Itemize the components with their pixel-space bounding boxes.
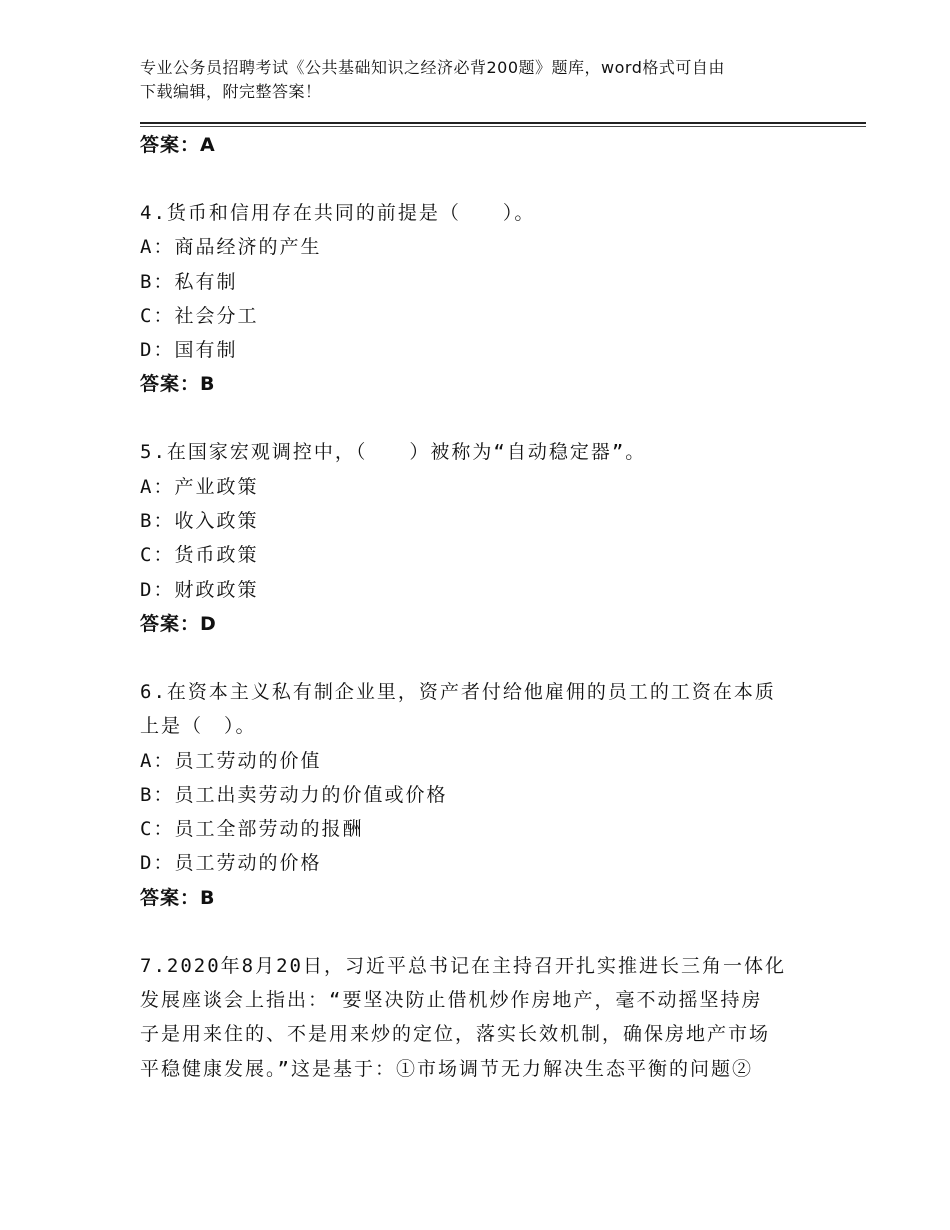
answer-q6: 答案：B bbox=[140, 886, 216, 909]
spacer bbox=[140, 401, 820, 435]
question-text-7-line-1: 7.2020年8月20日，习近平总书记在主持召开扎实推进长三角一体化 bbox=[140, 954, 786, 977]
header-line-1: 专业公务员招聘考试《公共基础知识之经济必背200题》题库，word格式可自由 bbox=[140, 58, 725, 77]
header-line-2: 下载编辑，附完整答案！ bbox=[140, 82, 322, 101]
option-4d: D：国有制 bbox=[140, 339, 238, 362]
question-text-6-line-2: 上是（ ）。 bbox=[140, 715, 257, 738]
answer-q5: 答案：D bbox=[140, 612, 217, 635]
option-5b: B：收入政策 bbox=[140, 510, 259, 533]
question-block-7 bbox=[140, 949, 820, 1086]
question-text-7-line-2: 发展座谈会上指出：“要坚决防止借机炒作房地产，毫不动摇坚持房 bbox=[140, 989, 763, 1012]
question-text-7-line-3: 子是用来住的、不是用来炒的定位，落实长效机制，确保房地产市场 bbox=[140, 1023, 771, 1046]
answer-q3: 答案：A bbox=[140, 134, 216, 156]
question-block-4 bbox=[140, 196, 820, 401]
option-5a: A：产业政策 bbox=[140, 475, 259, 498]
question-text-5: 5.在国家宏观调控中，（ ）被称为“自动稳定器”。 bbox=[140, 441, 647, 464]
option-5c: C：货币政策 bbox=[140, 544, 259, 567]
question-text-4: 4.货币和信用存在共同的前提是（ ）。 bbox=[140, 202, 536, 224]
answer-q4: 答案：B bbox=[140, 373, 216, 396]
question-block-5 bbox=[140, 435, 820, 640]
question-list bbox=[140, 128, 820, 1086]
option-6a: A：员工劳动的价值 bbox=[140, 749, 322, 772]
option-4b: B：私有制 bbox=[140, 270, 238, 293]
document-header bbox=[140, 56, 820, 104]
question-text-7-line-4: 平稳健康发展。”这是基于：①市场调节无力解决生态平衡的问题② bbox=[140, 1057, 753, 1080]
option-5d: D：财政政策 bbox=[140, 578, 259, 601]
option-6c: C：员工全部劳动的报酬 bbox=[140, 818, 364, 841]
spacer bbox=[140, 915, 820, 949]
option-6d: D：员工劳动的价格 bbox=[140, 852, 322, 875]
header-divider-thick bbox=[140, 122, 866, 124]
question-block-6 bbox=[140, 675, 820, 915]
spacer bbox=[140, 162, 820, 196]
spacer bbox=[140, 641, 820, 675]
option-4c: C：社会分工 bbox=[140, 304, 259, 327]
option-6b: B：员工出卖劳动力的价值或价格 bbox=[140, 783, 448, 806]
option-4a: A：商品经济的产生 bbox=[140, 236, 322, 259]
header-divider-thin bbox=[140, 126, 866, 127]
question-text-6-line-1: 6.在资本主义私有制企业里，资产者付给他雇佣的员工的工资在本质 bbox=[140, 680, 776, 703]
